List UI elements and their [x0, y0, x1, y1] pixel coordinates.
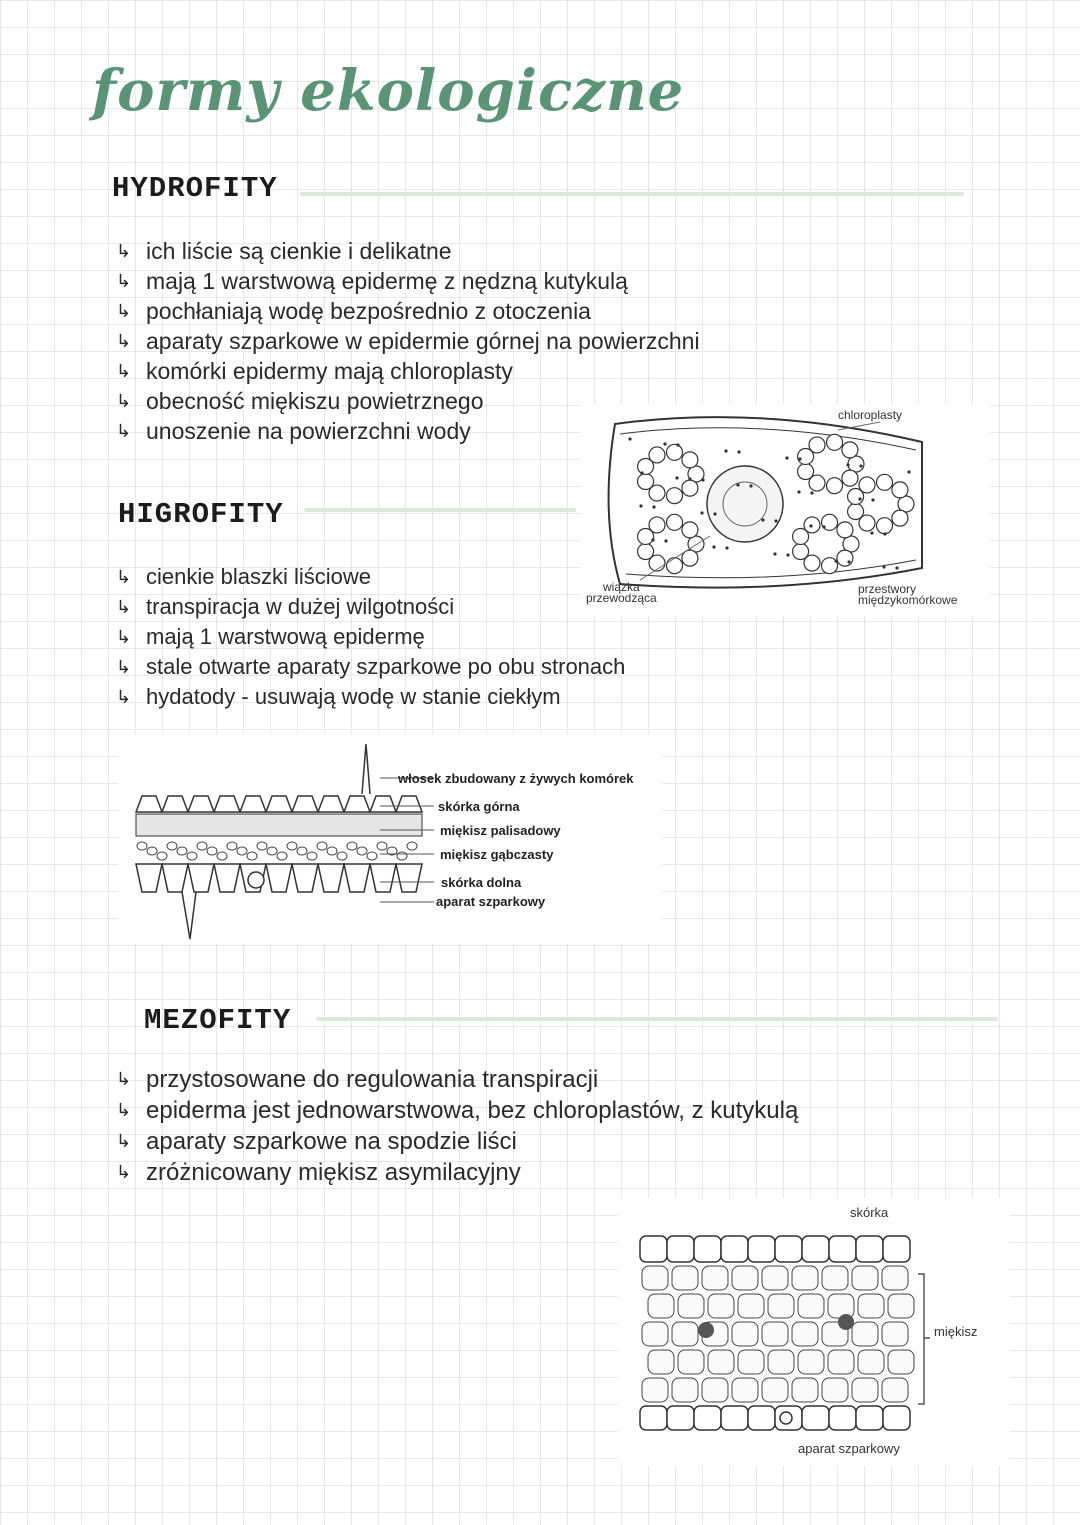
mesophyll-cell: [678, 1350, 704, 1374]
chloroplast-dot: [749, 484, 752, 487]
spongy-cell: [247, 852, 257, 860]
vascular-bundle: [698, 1322, 714, 1338]
lower-epidermis-cell: [802, 1406, 829, 1430]
lower-epidermis-cell: [640, 1406, 667, 1430]
list-item: [116, 1126, 798, 1157]
mesophyll-cell: [798, 1294, 824, 1318]
chloroplast-dot: [834, 559, 837, 562]
mesophyll-cell: [762, 1378, 788, 1402]
list-item-text: cienkie blaszki liściowe: [146, 564, 371, 589]
arrow-right-icon: ↳: [116, 1069, 132, 1089]
arrow-right-icon: ↳: [116, 567, 132, 587]
lower-epidermis-cell: [370, 864, 396, 892]
cell: [877, 474, 893, 490]
list-item-text: ich liście są cienkie i delikatne: [146, 238, 452, 264]
spongy-cell: [267, 847, 277, 855]
chloroplast-dot: [664, 539, 667, 542]
spongy-cell: [177, 847, 187, 855]
list-item-text: epiderma jest jednowarstwowa, bez chloroplastów, z kutykulą: [146, 1097, 799, 1124]
stoma: [780, 1412, 792, 1424]
mesophyll-cell: [762, 1266, 788, 1290]
upper-epidermis-cell: [318, 796, 344, 812]
mesophyll-cell: [768, 1350, 794, 1374]
chloroplast-dot: [798, 457, 801, 460]
arrow-right-icon: ↳: [116, 421, 132, 441]
chloroplast-dot: [797, 490, 800, 493]
list-item: [116, 266, 700, 296]
lower-epidermis-cell: [856, 1406, 883, 1430]
mesophyll-cell: [642, 1266, 668, 1290]
lower-epidermis-cell: [162, 864, 188, 892]
spongy-cell: [337, 852, 347, 860]
chloroplast-dot: [676, 443, 679, 446]
mesophyll-cell: [882, 1322, 908, 1346]
upper-epidermis-cell: [856, 1236, 883, 1262]
list-item-text: aparaty szparkowe w epidermie górnej na powierzchni: [146, 328, 700, 354]
list-item: [116, 1157, 798, 1188]
arrow-right-icon: ↳: [116, 1100, 132, 1120]
spongy-cell: [307, 852, 317, 860]
mesophyll-cell: [882, 1378, 908, 1402]
cell: [638, 474, 654, 490]
lower-epidermis-cell: [318, 864, 344, 892]
mesophyll-cell: [828, 1350, 854, 1374]
spongy-cell: [367, 852, 377, 860]
page-title: formy ekologiczne: [92, 58, 685, 124]
upper-epidermis-cell: [640, 1236, 667, 1262]
mesophyll-cell: [732, 1322, 758, 1346]
heading-mezofity: MEZOFITY: [144, 1004, 292, 1037]
lower-epidermis-cell: [292, 864, 318, 892]
cell: [842, 470, 858, 486]
spongy-cell: [377, 842, 387, 850]
chloroplast-dot: [846, 463, 849, 466]
figure-hydrophyte-leaf: [580, 404, 990, 616]
upper-epidermis-cell: [802, 1236, 829, 1262]
chloroplast-dot: [871, 498, 874, 501]
palisade-layer: [136, 814, 422, 836]
chloroplast-dot: [652, 505, 655, 508]
list-item-text: komórki epidermy mają chloroplasty: [146, 358, 513, 384]
stoma: [248, 872, 264, 888]
upper-epidermis-cell: [266, 796, 292, 812]
chloroplast-dot: [847, 560, 850, 563]
upper-epidermis-cell: [748, 1236, 775, 1262]
hygrophyte-leaf-diagram: [118, 734, 662, 944]
mesophyll-cell: [768, 1294, 794, 1318]
list-item: [116, 296, 700, 326]
cell: [682, 480, 698, 496]
spongy-cell: [167, 842, 177, 850]
arrow-right-icon: ↳: [116, 657, 132, 677]
cell: [892, 482, 908, 498]
mesophyll-cell: [738, 1350, 764, 1374]
cell: [667, 488, 683, 504]
chloroplast-dot: [859, 464, 862, 467]
upper-epidermis-cell: [667, 1236, 694, 1262]
upper-epidermis-cell: [292, 796, 318, 812]
mesophyll-cell: [792, 1266, 818, 1290]
upper-epidermis-cell: [775, 1236, 802, 1262]
mesophyll-cell: [792, 1378, 818, 1402]
lower-epidermis-cell: [188, 864, 214, 892]
chloroplast-dot: [822, 525, 825, 528]
arrow-right-icon: ↳: [116, 271, 132, 291]
cell: [837, 522, 853, 538]
cell: [809, 437, 825, 453]
mesophyll-cell: [648, 1350, 674, 1374]
arrow-right-icon: ↳: [116, 1131, 132, 1151]
mesophyll-cell: [822, 1266, 848, 1290]
mesophyll-cell: [888, 1294, 914, 1318]
lower-epidermis-cell: [396, 864, 422, 892]
upper-epidermis-cell: [883, 1236, 910, 1262]
chloroplast-dot: [700, 511, 703, 514]
list-item: [116, 1064, 798, 1095]
cell: [859, 477, 875, 493]
chloroplast-dot: [639, 504, 642, 507]
mesophyll-cell: [852, 1378, 878, 1402]
chloroplast-dot: [907, 470, 910, 473]
list-item-text: przystosowane do regulowania transpiracji: [146, 1066, 599, 1093]
list-item: [116, 622, 625, 652]
cell: [682, 452, 698, 468]
spongy-cell: [357, 847, 367, 855]
list-item-text: mają 1 warstwową epidermę: [146, 624, 425, 649]
chloroplast-dot: [737, 450, 740, 453]
chloroplast-dot: [675, 476, 678, 479]
arrow-right-icon: ↳: [116, 597, 132, 617]
upper-epidermis-cell: [188, 796, 214, 812]
cell: [837, 550, 853, 566]
list-higrofity: [116, 562, 625, 712]
upper-epidermis-cell: [214, 796, 240, 812]
mesophyll-cell: [852, 1322, 878, 1346]
lower-epidermis-cell: [667, 1406, 694, 1430]
list-item-text: mają 1 warstwową epidermę z nędzną kutykulą: [146, 268, 628, 294]
cell: [667, 444, 683, 460]
list-item: [116, 682, 625, 712]
mesophyll-cell: [858, 1350, 884, 1374]
mesophyll-cell: [702, 1378, 728, 1402]
chloroplast-dot: [761, 518, 764, 521]
mesophyll-cell: [642, 1322, 668, 1346]
spongy-cell: [407, 842, 417, 850]
cell: [682, 522, 698, 538]
spongy-cell: [147, 847, 157, 855]
chloroplast-dot: [870, 531, 873, 534]
spongy-cell: [207, 847, 217, 855]
lower-epidermis-cell: [214, 864, 240, 892]
mesophyll-cell: [732, 1266, 758, 1290]
cell: [842, 442, 858, 458]
list-item-text: aparaty szparkowe na spodzie liści: [146, 1128, 517, 1155]
chloroplast-dot: [724, 449, 727, 452]
label-przestwory: przestwory międzykomórkowe: [858, 582, 958, 607]
list-item: [116, 592, 625, 622]
chloroplast-dot: [713, 512, 716, 515]
spongy-cell: [347, 842, 357, 850]
arrow-right-icon: ↳: [116, 331, 132, 351]
mesophyll-cell: [798, 1350, 824, 1374]
arrow-right-icon: ↳: [116, 241, 132, 261]
mesophyll-cell: [672, 1378, 698, 1402]
cell: [649, 517, 665, 533]
chloroplast-dot: [640, 471, 643, 474]
label-miekisz-palisadowy: miękisz palisadowy: [440, 823, 561, 838]
chloroplast-dot: [895, 566, 898, 569]
cell: [649, 447, 665, 463]
label-wiazka: wiązka przewodząca: [586, 580, 657, 605]
list-item: [116, 1095, 798, 1126]
heading-higrofity: HIGROFITY: [118, 498, 284, 531]
vascular-bundle: [707, 466, 783, 542]
spongy-cell: [397, 852, 407, 860]
chloroplast-dot: [736, 483, 739, 486]
label-skorka-dolna: skórka dolna: [441, 875, 522, 890]
label-aparat-szparkowy-hygro: aparat szparkowy: [436, 894, 546, 909]
upper-epidermis-cell: [240, 796, 266, 812]
list-item-text: zróżnicowany miękisz asymilacyjny: [146, 1159, 521, 1186]
chloroplast-dot: [774, 519, 777, 522]
list-item-text: unoszenie na powierzchni wody: [146, 418, 471, 444]
mesophyll-cell: [828, 1294, 854, 1318]
chloroplast-dot: [773, 552, 776, 555]
upper-epidermis-cell: [370, 796, 396, 812]
leaf-hair-upper: [362, 744, 370, 794]
chloroplast-dot: [858, 497, 861, 500]
figure-mesophyte-leaf: [618, 1198, 1010, 1466]
label-miekisz: miękisz: [934, 1324, 978, 1339]
upper-epidermis-cell: [162, 796, 188, 812]
upper-epidermis-cell: [136, 796, 162, 812]
arrow-right-icon: ↳: [116, 361, 132, 381]
mesophyll-cell: [678, 1294, 704, 1318]
label-skorka-gorna: skórka górna: [438, 799, 520, 814]
vascular-bundle: [838, 1314, 854, 1330]
lower-epidermis-cell: [136, 864, 162, 892]
arrow-right-icon: ↳: [116, 391, 132, 411]
lower-epidermis-cell: [694, 1406, 721, 1430]
divider-higrofity: [304, 508, 576, 512]
list-item-text: stale otwarte aparaty szparkowe po obu stronach: [146, 654, 626, 679]
chloroplast-dot: [786, 553, 789, 556]
mesophyll-cell: [672, 1266, 698, 1290]
chloroplast-dot: [809, 524, 812, 527]
cell: [877, 518, 893, 534]
mesophyll-cell: [882, 1266, 908, 1290]
list-item: [116, 326, 700, 356]
leaf-hair-lower: [182, 892, 196, 939]
arrow-right-icon: ↳: [116, 301, 132, 321]
cell: [892, 510, 908, 526]
list-item-text: hydatody - usuwają wodę w stanie ciekłym: [146, 684, 561, 709]
label-wlosek: włosek zbudowany z żywych komórek: [398, 771, 634, 786]
list-mezofity: [116, 1064, 798, 1188]
spongy-cell: [227, 842, 237, 850]
chloroplast-dot: [712, 545, 715, 548]
spongy-cell: [137, 842, 147, 850]
mesophyll-cell: [738, 1294, 764, 1318]
spongy-cell: [277, 852, 287, 860]
list-item: [116, 562, 625, 592]
mesophyll-cell: [822, 1378, 848, 1402]
list-item: [116, 236, 700, 266]
cell: [793, 544, 809, 560]
mesophyll-cell: [708, 1294, 734, 1318]
cell: [798, 464, 814, 480]
spongy-cell: [297, 847, 307, 855]
list-item-text: pochłaniają wodę bezpośrednio z otoczenia: [146, 298, 591, 324]
chloroplast-dot: [651, 538, 654, 541]
spongy-cell: [237, 847, 247, 855]
list-item-text: transpiracja w dużej wilgotności: [146, 594, 455, 619]
lower-epidermis-cell: [721, 1406, 748, 1430]
lower-epidermis-cell: [883, 1406, 910, 1430]
spongy-cell: [217, 852, 227, 860]
list-item: [116, 652, 625, 682]
divider-hydrofity: [300, 192, 964, 196]
lower-epidermis-cell: [344, 864, 370, 892]
figure-hygrophyte-leaf: [118, 734, 662, 944]
cell: [827, 478, 843, 494]
mesophyll-cell: [642, 1378, 668, 1402]
lower-epidermis-cell: [266, 864, 292, 892]
chloroplast-dot: [725, 546, 728, 549]
cell: [638, 544, 654, 560]
cell: [667, 514, 683, 530]
mesophyll-cell: [888, 1350, 914, 1374]
mesophyll-cell: [852, 1266, 878, 1290]
list-item-text: obecność miękiszu powietrznego: [146, 388, 484, 414]
upper-epidermis-cell: [829, 1236, 856, 1262]
spongy-cell: [187, 852, 197, 860]
mesophyll-cell: [702, 1266, 728, 1290]
mesophyll-cell: [792, 1322, 818, 1346]
mesophyll-cell: [858, 1294, 884, 1318]
chloroplast-dot: [628, 437, 631, 440]
chloroplast-dot: [701, 478, 704, 481]
spongy-cell: [287, 842, 297, 850]
upper-epidermis-cell: [396, 796, 422, 812]
chloroplast-dot: [785, 456, 788, 459]
label-skorka: skórka: [850, 1205, 889, 1220]
arrow-right-icon: ↳: [116, 687, 132, 707]
upper-epidermis-cell: [344, 796, 370, 812]
chloroplast-dot: [663, 442, 666, 445]
arrow-right-icon: ↳: [116, 627, 132, 647]
chloroplast-dot: [882, 565, 885, 568]
cell: [827, 434, 843, 450]
label-chloroplasty: chloroplasty: [838, 408, 903, 422]
mesophyll-cell: [672, 1322, 698, 1346]
arrow-right-icon: ↳: [116, 1162, 132, 1182]
mesophyll-cell: [648, 1294, 674, 1318]
mesophyll-cell: [708, 1350, 734, 1374]
bracket: [918, 1274, 930, 1404]
mesophyll-cell: [762, 1322, 788, 1346]
label-aparat-szparkowy-meso: aparat szparkowy: [798, 1441, 900, 1456]
divider-mezofity: [316, 1017, 998, 1021]
spongy-cell: [317, 842, 327, 850]
cell: [667, 558, 683, 574]
heading-hydrofity: HYDROFITY: [112, 172, 278, 205]
spongy-cell: [157, 852, 167, 860]
spongy-cell: [257, 842, 267, 850]
lower-epidermis-cell: [748, 1406, 775, 1430]
spongy-cell: [197, 842, 207, 850]
list-item: [116, 356, 700, 386]
chloroplast-dot: [810, 491, 813, 494]
label-miekisz-gabczasty: miękisz gąbczasty: [440, 847, 554, 862]
spongy-cell: [327, 847, 337, 855]
upper-epidermis-cell: [694, 1236, 721, 1262]
lower-epidermis-cell: [829, 1406, 856, 1430]
cell: [848, 504, 864, 520]
mesophyll-cell: [732, 1378, 758, 1402]
chloroplast-dot: [688, 477, 691, 480]
chloroplast-dot: [883, 532, 886, 535]
upper-epidermis-cell: [721, 1236, 748, 1262]
